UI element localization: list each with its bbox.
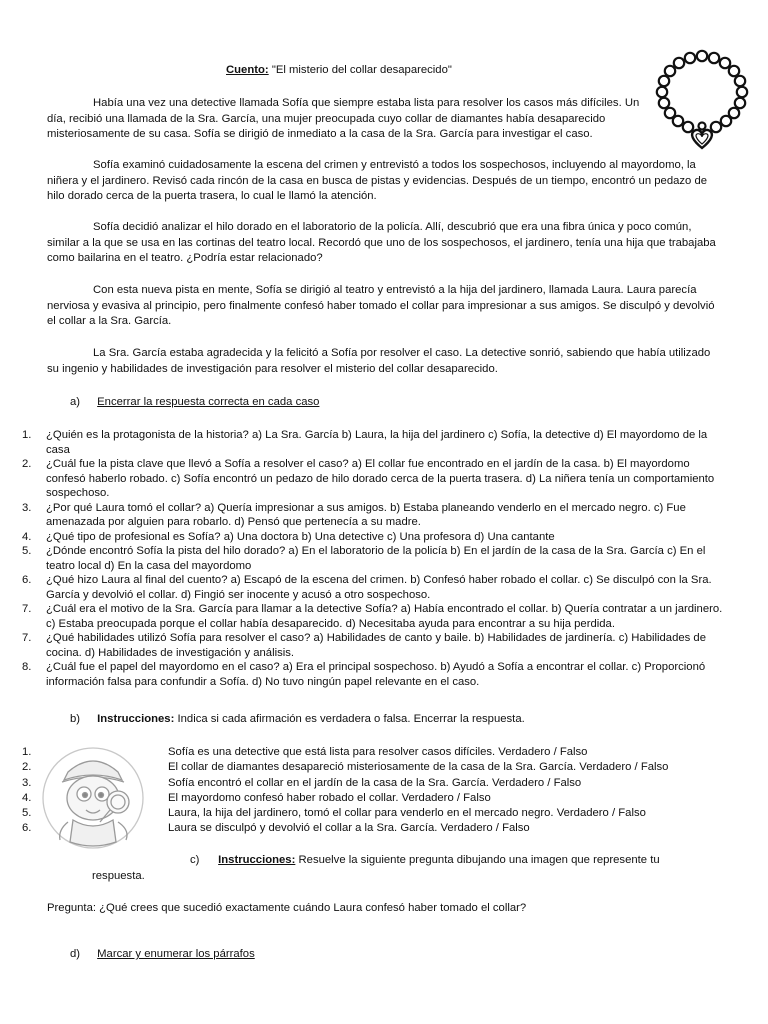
story-title-label: Cuento:	[226, 64, 269, 76]
section-b-letter: b)	[70, 713, 81, 725]
question-item	[22, 544, 727, 573]
section-d-letter: d)	[70, 948, 81, 960]
question-text: ¿Qué habilidades utilizó Sofía para resolver el caso? a) Habilidades de canto y baile. b) Habilidades de jardinería. c) Habilidades de cocina. d) Habilidades de investigación y análisis.	[46, 632, 706, 659]
section-c-heading	[92, 853, 692, 884]
story-paragraph-5: La Sra. García estaba agradecida y la felicitó a Sofía por resolver el caso. La detective sonrió, sabiendo que había utilizado su ingenio y habilidades de investigación para resolver el misterio del collar desaparecido.	[47, 347, 711, 375]
question-item	[22, 501, 727, 530]
section-a-heading	[70, 396, 319, 408]
statement-number: 4.	[22, 791, 32, 804]
question-item	[22, 602, 727, 631]
statement-item	[22, 776, 582, 791]
question-item	[22, 660, 727, 689]
section-c-instructions: Resuelve la siguiente pregunta dibujando una imagen que represente tu respuesta.	[92, 854, 660, 882]
statement-text: El mayordomo confesó haber robado el collar. Verdadero / Falso	[168, 791, 491, 804]
question-number: 5.	[22, 545, 32, 557]
statement-item	[22, 745, 588, 760]
question-item	[22, 573, 727, 602]
section-d-title: Marcar y enumerar los párrafos	[97, 948, 255, 960]
statement-number: 1.	[22, 746, 32, 758]
statement-item	[22, 760, 669, 775]
story-paragraph-2: Sofía examinó cuidadosamente la escena del crimen y entrevistó a todos los sospechosos, incluyendo al mayordomo, la niñera y el jardinero. Revisó cada rincón de la casa en busca de pistas y evidencias. Después de un tiempo, encontró un pedazo de hilo dorado cerca de la puerta trasera, lo cual le llamó la atención.	[47, 159, 708, 202]
question-text: ¿Dónde encontró Sofía la pista del hilo dorado? a) En el laboratorio de la policía b) En el jardín de la casa de la Sra. García c) En el teatro local d) En la casa del mayordomo	[46, 545, 706, 572]
statement-number: 3.	[22, 776, 32, 789]
question-text: ¿Cuál fue la pista clave que llevó a Sofía a resolver el caso? a) El collar fue encontrado en el jardín de la casa. b) El mayordomo confesó haberlo robado. c) Sofía encontró un pedazo de hilo dorado cerca de la puerta trasera. d) La niñera tenía un comportamiento sospechoso.	[46, 458, 715, 499]
question-number: 7.	[22, 603, 32, 615]
section-b-heading	[70, 713, 525, 725]
section-d-heading	[70, 948, 255, 960]
section-a-title: Encerrar la respuesta correcta en cada caso	[97, 396, 320, 408]
section-b-instructions: Indica si cada afirmación es verdadera o falsa. Encerrar la respuesta.	[177, 713, 525, 725]
statement-text: El collar de diamantes desapareció misteriosamente de la casa de la Sra. García. Verdadero / Falso	[168, 761, 669, 774]
story-title	[226, 64, 452, 76]
question-number: 6.	[22, 574, 32, 586]
statement-text: Sofía encontró el collar en el jardín de la casa de la Sra. García. Verdadero / Falso	[168, 776, 582, 789]
question-number: 8.	[22, 661, 32, 673]
section-a-letter: a)	[70, 396, 81, 408]
story-title-text: "El misterio del collar desaparecido"	[271, 64, 452, 76]
question-text: ¿Cuál fue el papel del mayordomo en el caso? a) Era el principal sospechoso. b) Ayudó a Sofía a encontrar el collar. c) Proporcionó información falsa para confundir a Sofía. d) No tuvo ningún papel relevante en el caso.	[46, 661, 706, 688]
question-item	[22, 530, 727, 545]
story-paragraph-4: Con esta nueva pista en mente, Sofía se dirigió al teatro y entrevistó a la hija del jardinero, llamada Laura. Laura parecía nerviosa y evasiva al principio, pero finalmente confesó haber tomado el collar para impresionar a sus amigos. Se disculpó y devolvió el collar a la Sra. García.	[47, 284, 715, 327]
statement-item	[22, 806, 646, 821]
statement-text: Laura se disculpó y devolvió el collar a la Sra. García. Verdadero / Falso	[168, 822, 530, 835]
statement-item	[22, 821, 582, 836]
statement-text: Sofía es una detective que está lista para resolver casos difíciles. Verdadero / Falso	[168, 746, 588, 758]
statement-text: Laura, la hija del jardinero, tomó el collar para venderlo en el mercado negro. Verdadero / Falso	[168, 807, 646, 820]
question-number: 3.	[22, 501, 32, 514]
question-number: 7.	[22, 632, 32, 644]
question-item	[22, 457, 727, 501]
statement-number: 6.	[22, 822, 32, 835]
section-a-question-list	[22, 428, 727, 689]
section-c-question: Pregunta: ¿Qué crees que sucedió exactamente cuándo Laura confesó haber tomado el collar?	[47, 902, 527, 914]
necklace-heart-icon	[652, 48, 752, 153]
story-paragraph-1: Había una vez una detective llamada Sofía que siempre estaba lista para resolver los casos más difíciles. Un día, recibió una llamada de la Sra. García, una mujer preocupada cuyo collar de diamantes había desaparecido misteriosamente de su casa. Sofía se dirigió de inmediato a la casa de la Sra. García para investigar el caso.	[47, 97, 640, 140]
statement-number: 5.	[22, 807, 32, 820]
question-item	[22, 428, 727, 457]
question-text: ¿Qué tipo de profesional es Sofía? a) Una doctora b) Una detective c) Una profesora d) Una cantante	[46, 530, 555, 543]
question-text: ¿Quién es la protagonista de la historia? a) La Sra. García b) Laura, la hija del jardinero c) Sofía, la detective d) El mayordomo de la casa	[46, 429, 708, 456]
question-number: 4.	[22, 530, 32, 543]
question-number: 2.	[22, 458, 32, 470]
section-b-statement-list	[22, 745, 669, 837]
question-text: ¿Qué hizo Laura al final del cuento? a) Escapó de la escena del crimen. b) Confesó haber robado el collar. c) Se disculpó con la Sra. García y devolvió el collar. d) Fingió ser inocente y acusó a otro sospechoso.	[46, 574, 712, 601]
question-text: ¿Cuál era el motivo de la Sra. García para llamar a la detective Sofía? a) Había encontrado el collar. b) Quería contratar a un jardinero. c) Estaba preocupada porque el collar había desaparecido. d) Necesitaba ayuda para encontrar a su hija perdida.	[46, 603, 723, 630]
section-c-letter: c)	[190, 854, 200, 866]
question-item	[22, 631, 727, 660]
section-c-label: Instrucciones:	[218, 854, 296, 866]
statement-number: 2.	[22, 761, 32, 774]
question-number: 1.	[22, 429, 32, 441]
statement-item	[22, 791, 582, 806]
story-paragraph-3: Sofía decidió analizar el hilo dorado en el laboratorio de la policía. Allí, descubrió que era una fibra única y poco común, similar a la que se usa en las cortinas del teatro local. Recordó que uno de los sospechosos, el jardinero, tenía una hija que trabajaba como bailarina en el teatro. ¿Podría estar relacionado?	[47, 221, 716, 264]
section-b-label: Instrucciones:	[97, 713, 175, 725]
question-text: ¿Por qué Laura tomó el collar? a) Quería impresionar a sus amigos. b) Estaba planeando venderlo en el mercado negro. c) Fue amenazada por alguien para robarlo. d) Pensó que pertenecía a su madre.	[46, 501, 686, 528]
